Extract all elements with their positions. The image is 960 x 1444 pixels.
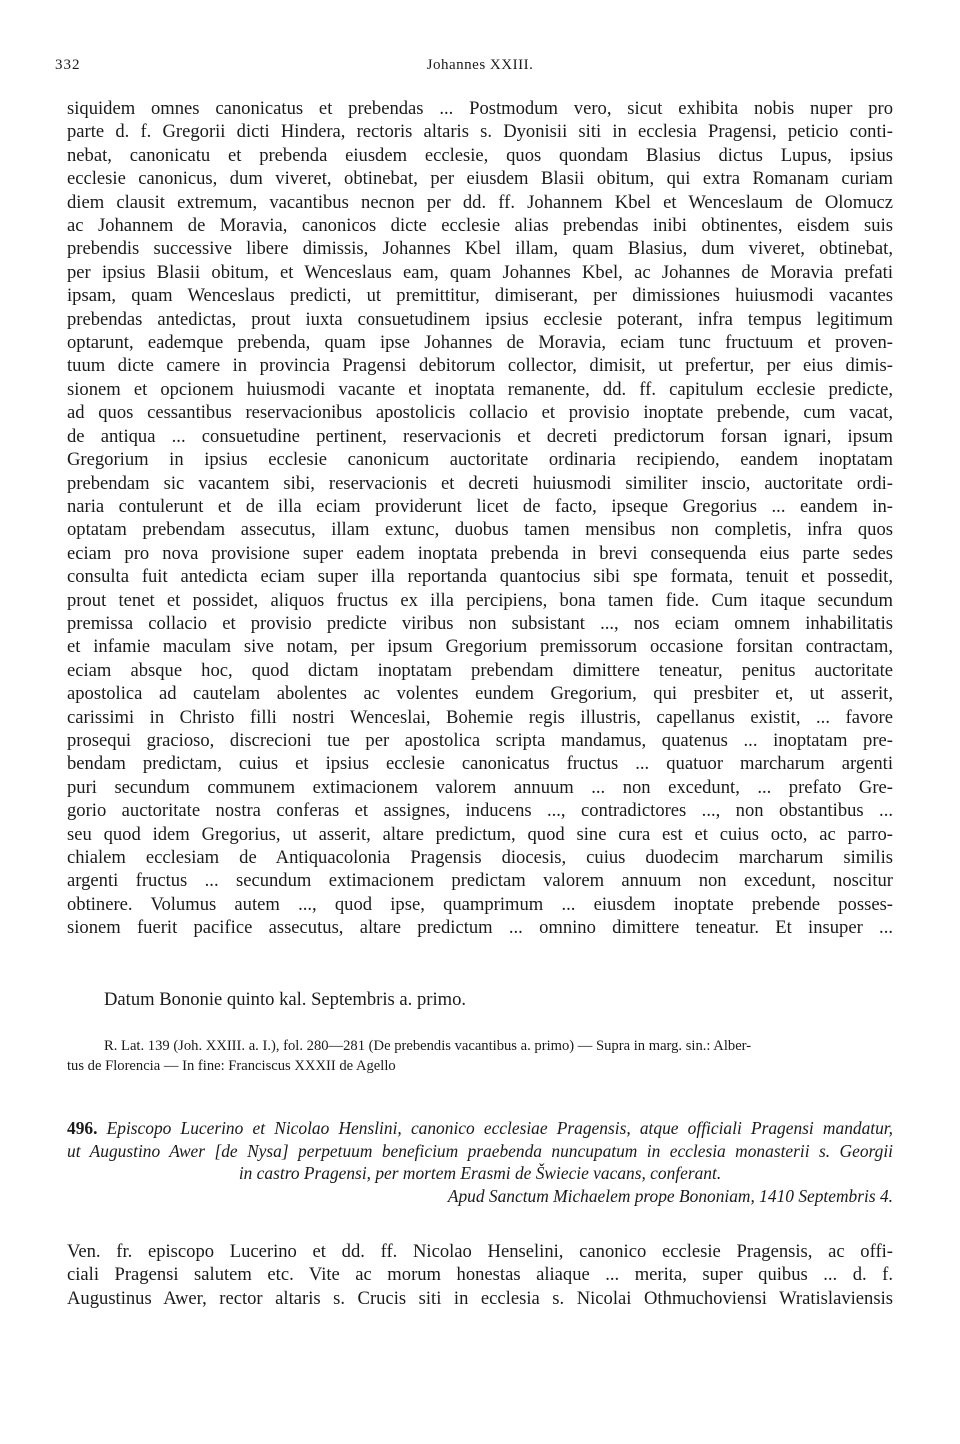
text-line: naria contulerunt et de illa eciam providerunt licet de facto, ipseque Gregorius ... eandem in- — [67, 495, 893, 517]
text-line: sionem fuerit pacifice assecutus, altare predictum ... omnino dimittere teneatur. Et insuper ... — [67, 917, 893, 939]
text-line: nebat, canonicatu et prebenda eiusdem ecclesie, quos quondam Blasius dictus Lupus, ipsius — [67, 144, 893, 166]
text-line: puri secundum communem extimacionem valorem annuum ... non excedunt, ... prefato Gre- — [67, 776, 893, 798]
text-line: optatam prebendam assecutus, illam extunc, duobus tamen mensibus non completis, infra quos — [67, 519, 893, 541]
running-header — [0, 57, 960, 79]
entry-496-regest — [67, 1117, 893, 1207]
text-line: prosequi gracioso, discrecioni tue per apostolica scripta mandamus, quatenus ... inoptatam pre- — [67, 729, 893, 751]
text-line: Augustinus Awer, rector altaris s. Crucis siti in ecclesia s. Nicolai Othmuchoviensi Wratislaviensis — [67, 1287, 893, 1309]
text-line: Ven. fr. episcopo Lucerino et dd. ff. Nicolao Henselini, canonico ecclesie Pragensis, ac offi- — [67, 1241, 893, 1262]
text-line: siquidem omnes canonicatus et prebendas ... Postmodum vero, sicut exhibita nobis nuper pro — [67, 98, 893, 119]
text-line: parte d. f. Gregorii dicti Hindera, rectoris altaris s. Dyonisii siti in ecclesia Pragensi, peticio conti- — [67, 121, 893, 143]
regest-text: Episcopo Lucerino et Nicolao Henslini, canonico ecclesiae Pragensis, atque officiali Pragensi mandatur, — [106, 1118, 893, 1138]
text-line: tuum dicte camere in provincia Pragensi debitorum collector, dimisit, ut prefertur, per eius dimis- — [67, 355, 893, 377]
main-paragraph — [67, 97, 893, 940]
page-number: 332 — [55, 57, 81, 73]
text-line: ecclesie canonicus, dum viveret, obtinebat, per eiusdem Blasii obitum, qui extra Romanam curiam — [67, 168, 893, 190]
entry-496-body — [67, 1240, 893, 1310]
text-line: consulta fuit antedicta eciam super illa reportanda quantocius sibi spe formata, tenuit et possedit, — [67, 566, 893, 588]
text-line: obtinere. Volumus autem ..., quod ipse, quamprimum ... eiusdem inoptate prebende posses- — [67, 893, 893, 915]
text-line: eciam absque hoc, quod dictam inoptatam prebendam dimittere teneatur, penitus auctoritate — [67, 659, 893, 681]
text-line: prout tenet et possidet, aliquos fructus ex illa percipiens, bona tamen fide. Cum itaque secundum — [67, 589, 893, 611]
source-note — [67, 1036, 893, 1076]
regest-line — [67, 1117, 893, 1140]
text-line: ad quos cessantibus reservacionibus apostolicis collacio et provisio inoptate prebende, cum vacat, — [67, 402, 893, 424]
text-line: eciam pro nova provisione super eadem inoptata prebenda in brevi consequenda eius parte sedes — [67, 542, 893, 564]
text-line: prebendas antedictas, prout iuxta consuetudinem ipsius ecclesie poterant, infra tempus legitimum — [67, 308, 893, 330]
text-line: seu quod idem Gregorius, ut asserit, altare predictum, quod sine cura est et cuius octo, ac parro- — [67, 823, 893, 845]
text-line: premissa collacio et provisio predicte viribus non subsistant ..., nos eciam omnem inhabilitatis — [67, 612, 893, 634]
text-line: ac Johannem de Moravia, canonicos dicte ecclesie alias prebendas inibi obtinentes, eisdem suis — [67, 215, 893, 237]
text-line: argenti fructus ... secundum extimacionem predictam valorem annuum non excedunt, noscitur — [67, 870, 893, 892]
text-line: et infamie maculam sive notam, per ipsum Gregorium premissorum occasione forsitan contractam, — [67, 636, 893, 658]
text-line: bendam predictam, cuius et ipsius ecclesie canonicatus fructus ... quatuor marcharum argenti — [67, 753, 893, 775]
place-date-line: Apud Sanctum Michaelem prope Bononiam, 1410 Septembris 4. — [447, 1185, 893, 1206]
text-line: chialem ecclesiam de Antiquacolonia Pragensis diocesis, cuius duodecim marcharum similis — [67, 847, 893, 868]
source-note-line: R. Lat. 139 (Joh. XXIII. a. I.), fol. 280—281 (De prebendis vacantibus a. primo) — Supra in marg. sin.: Alber- — [104, 1038, 752, 1054]
source-note-line: tus de Florencia — In fine: Franciscus XXXII de Agello — [67, 1058, 396, 1074]
running-title: Johannes XXIII. — [426, 57, 534, 73]
regest-line: ut Augustino Awer [de Nysa] perpetuum beneficium praebenda nuncupatum in ecclesia monasterii s. Georgii — [67, 1140, 893, 1161]
text-line: Gregorium in ipsius ecclesie canonicum auctoritate ordinaria recipiendo, eandem inoptatam — [67, 449, 893, 471]
text-line: prebendam sic vacantem sibi, reservacionis et decreti huiusmodi similiter inscio, auctoritate ordi- — [67, 472, 893, 494]
entry-number: 496. — [67, 1118, 98, 1138]
text-line: ipsam, quam Wenceslaus predicti, ut premittitur, dimiserant, per dimissiones huiusmodi vacantes — [67, 285, 893, 307]
text-line: per ipsius Blasii obitum, et Wenceslaus eam, quam Johannes Kbel, ac Johannes de Moravia prefati — [67, 261, 893, 283]
text-line: de antiqua ... consuetudine pertinent, reservacionis et decreti predictorum forsan ignari, ipsum — [67, 425, 893, 447]
text-line: carissimi in Christo filli nostri Wenceslai, Bohemie regis illustris, capellanus existit, ... favore — [67, 706, 893, 728]
text-line: optarunt, eademque prebenda, quam ipse Johannes de Moravia, eciam tunc fructuum et proven- — [67, 332, 893, 354]
text-line: diem clausit extremum, vacantibus necnon per dd. ff. Johannem Kbel et Wenceslaum de Olomucz — [67, 191, 893, 213]
regest-line: in castro Pragensi, per mortem Erasmi de Šwiecie vacans, conferant. — [238, 1163, 722, 1183]
text-line: gorio auctoritate nostra conferas et assignes, inducens ..., contradictores ..., non obstantibus ... — [67, 800, 893, 822]
text-line: sionem et opcionem huiusmodi vacante et inoptata remanente, dd. ff. capitulum ecclesie predicte, — [67, 378, 893, 400]
datum-line: Datum Bononie quinto kal. Septembris a. primo. — [104, 989, 467, 1010]
text-line: apostolica ad cautelam abolentes ac volentes eundem Gregorium, qui presbiter et, ut asserit, — [67, 683, 893, 705]
text-line: prebendis successive libere dimissis, Johannes Kbel illam, quam Blasius, dum viveret, obtinebat, — [67, 238, 893, 260]
text-line: ciali Pragensi salutem etc. Vite ac morum honestas aliaque ... merita, super quibus ... d. f. — [67, 1264, 893, 1286]
